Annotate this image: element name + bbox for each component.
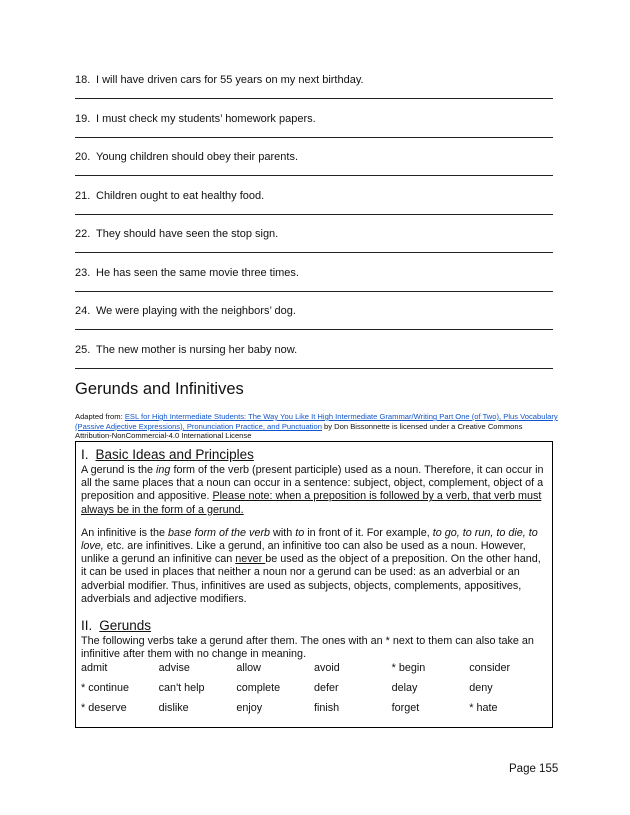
answer-line[interactable] <box>75 137 553 138</box>
heading-title: Basic Ideas and Principles <box>95 447 254 462</box>
content-box <box>75 441 553 728</box>
item-number: 25. <box>75 343 91 356</box>
exercise-item <box>75 188 553 227</box>
exercise-item <box>75 111 553 150</box>
verb-cell: finish <box>313 702 340 715</box>
text-run: form of the verb (present participle) used as a noun. Therefore, it can occur in all the same places that a noun can occur in a sentence: subject, object, complement, object of a preposition and appositive. <box>81 464 544 503</box>
table-row <box>81 702 547 722</box>
item-text: The new mother is nursing her baby now. <box>96 343 298 356</box>
text-run-italic: to <box>295 526 305 539</box>
text-run-italic: base form of the verb <box>168 526 271 539</box>
exercise-item <box>75 265 553 304</box>
gerund-definition <box>81 464 547 517</box>
item-number: 20. <box>75 151 91 163</box>
item-number: 22. <box>75 228 91 240</box>
attribution-suffix: by Don Bissonnette is licensed under a Creative Commons Attribution-NonCommercial-4.0 International License <box>75 421 523 440</box>
verb-cell: deny <box>469 682 493 695</box>
source-link[interactable]: ESL for High Intermediate Students: The Way You Like It High Intermediate Grammar/Writing Part One (of Two), Plus Vocabulary (Passive Adjective Expressions), Pronunciation Practice, and Punctuation <box>75 412 558 431</box>
text-run: An infinitive is the <box>81 526 169 539</box>
text-run-underlined: never <box>235 553 266 566</box>
item-number: 21. <box>75 189 91 202</box>
verb-cell: admit <box>81 662 108 675</box>
page-number: Page 155 <box>509 763 559 775</box>
table-row <box>81 662 547 682</box>
gerunds-intro: The following verbs take a gerund after them. The ones with an * next to them can also take an infinitive after them with no change in meaning. <box>81 635 534 661</box>
verb-cell: can't help <box>158 682 205 695</box>
item-text: They should have seen the stop sign. <box>96 228 279 240</box>
verb-cell: consider <box>469 662 511 675</box>
gerunds-heading <box>81 618 547 633</box>
item-text: I will have driven cars for 55 years on my next birthday. <box>96 74 364 86</box>
verb-cell: allow <box>236 662 261 675</box>
text-run: be used as the object of a preposition. On the other hand, it can be used in places that neither a noun nor a gerund can be used: as an adverbial or an adverbial modifier. Thus, infinitives are used as subjects, objects, complements, appositives, adverbials and adjective modifiers. <box>81 553 541 605</box>
item-text: Young children should obey their parents. <box>96 151 299 163</box>
verb-cell: advise <box>158 662 190 675</box>
exercise-item <box>75 342 553 381</box>
text-run: etc. are infinitives. Like a gerund, an infinitive too can also be used as a noun. However, unlike a gerund an infinitive can <box>81 540 526 566</box>
text-run: in front of it. For example, <box>304 526 433 539</box>
item-number: 24. <box>75 305 91 317</box>
item-number: 23. <box>75 266 91 279</box>
text-run-italic: ing <box>156 464 171 476</box>
verb-cell: * begin <box>391 662 426 675</box>
roman-numeral: II. <box>81 618 93 634</box>
answer-line[interactable] <box>75 214 553 215</box>
basic-ideas-heading <box>81 447 547 462</box>
item-text: We were playing with the neighbors’ dog. <box>96 305 296 317</box>
answer-line[interactable] <box>75 98 553 99</box>
verb-cell: enjoy <box>236 702 263 715</box>
exercise-item <box>75 149 553 188</box>
verb-cell: dislike <box>158 702 189 715</box>
answer-line[interactable] <box>75 291 553 292</box>
table-row <box>81 682 547 702</box>
item-text: I must check my students’ homework papers. <box>96 112 316 125</box>
exercise-item <box>75 303 553 342</box>
item-number: 19. <box>75 112 91 125</box>
exercise-item <box>75 72 553 111</box>
attribution-prefix: Adapted from: <box>75 412 125 421</box>
exercise-list <box>75 72 553 380</box>
infinitive-definition <box>81 527 547 606</box>
exercise-item <box>75 226 553 265</box>
verb-cell: complete <box>236 682 281 695</box>
verb-cell: defer <box>313 682 339 695</box>
verb-cell: forget <box>391 702 420 715</box>
text-run: A gerund is the <box>81 464 157 476</box>
heading-title: Gerunds <box>99 618 152 634</box>
attribution <box>75 412 560 441</box>
text-run: with <box>270 526 296 539</box>
section-title: Gerunds and Infinitives <box>75 380 244 398</box>
item-text: He has seen the same movie three times. <box>96 266 299 279</box>
answer-line[interactable] <box>75 368 553 369</box>
verb-cell: avoid <box>313 662 340 675</box>
item-number: 18. <box>75 74 91 86</box>
text-run-italic: to go, to run, to die, to love, <box>81 526 538 553</box>
roman-numeral: I. <box>81 447 89 462</box>
answer-line[interactable] <box>75 252 553 253</box>
answer-line[interactable] <box>75 175 553 176</box>
item-text: Children ought to eat healthy food. <box>96 189 265 202</box>
verb-cell: * deserve <box>81 702 127 715</box>
verb-cell: * hate <box>469 702 498 715</box>
note-underlined: Please note: when a preposition is followed by a verb, that verb must always be in the form of a gerund. <box>81 490 542 516</box>
verb-cell: delay <box>391 682 418 695</box>
verb-table <box>81 662 547 722</box>
answer-line[interactable] <box>75 329 553 330</box>
verb-cell: * continue <box>81 682 130 695</box>
